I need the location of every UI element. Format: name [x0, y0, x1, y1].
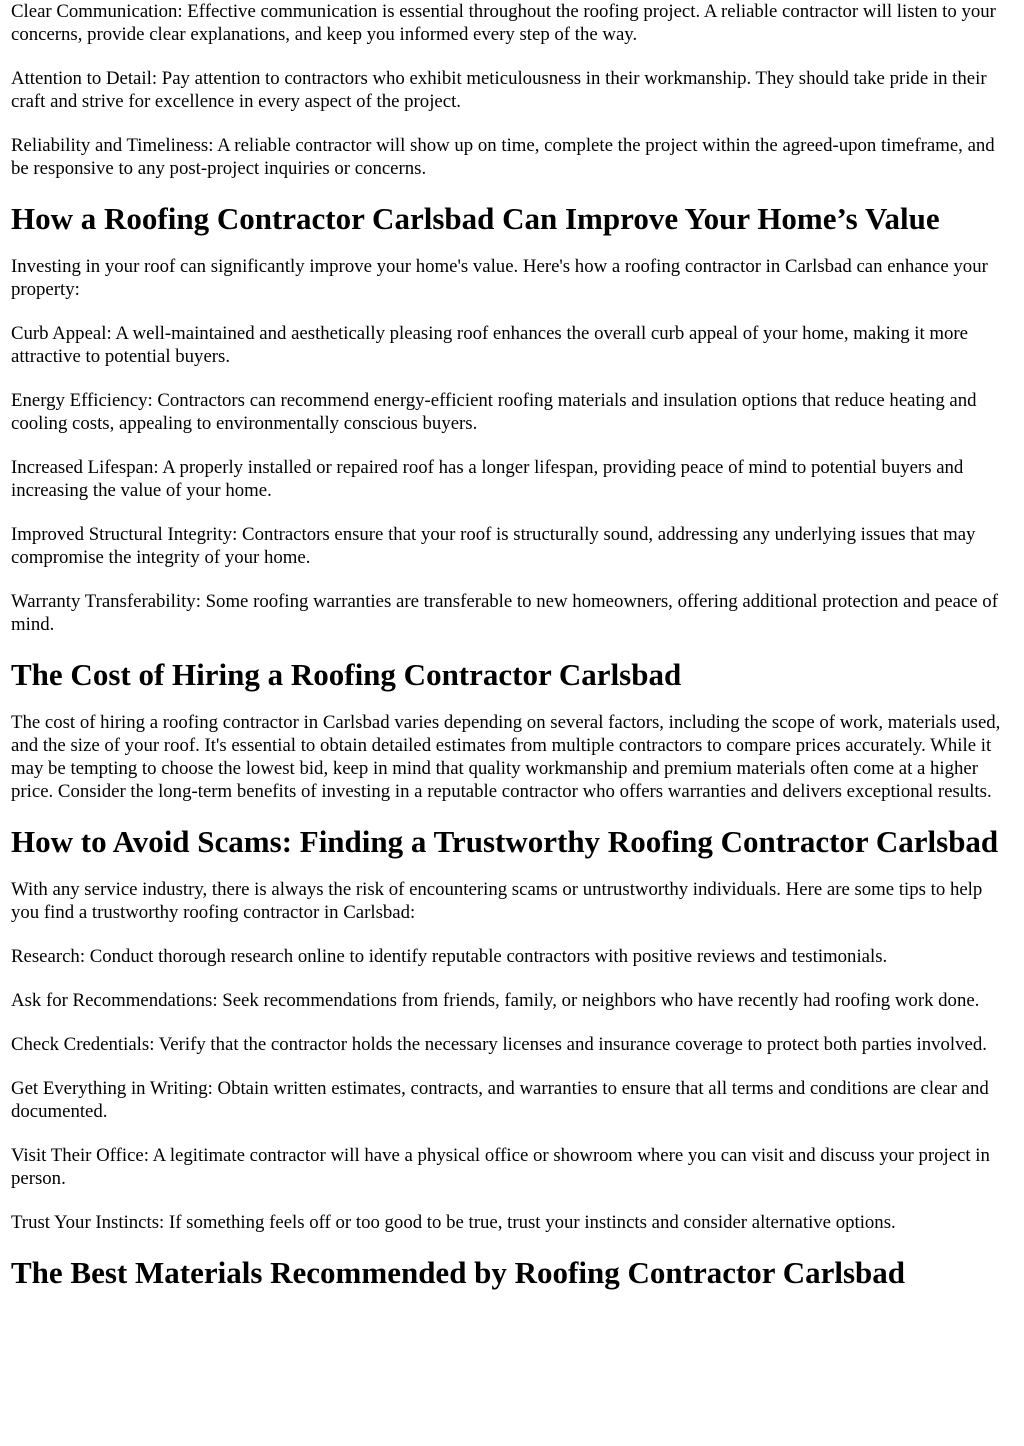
heading-home-value: How a Roofing Contractor Carlsbad Can Improve Your Home’s Value [11, 201, 940, 236]
paragraph-scams-intro: With any service industry, there is always the risk of encountering scams or untrustworthy individuals. Here are some tips to help you find a trustworthy roofing contractor in Carlsbad: [11, 879, 983, 923]
paragraph-reliability: Reliability and Timeliness: A reliable contractor will show up on time, complete the project within the agreed-upon timeframe, and be responsive to any post-project inquiries or concerns. [11, 135, 995, 179]
paragraph-check-credentials: Check Credentials: Verify that the contractor holds the necessary licenses and insurance coverage to protect both parties involved. [11, 1034, 987, 1055]
paragraph-curb-appeal: Curb Appeal: A well-maintained and aesthetically pleasing roof enhances the overall curb appeal of your home, making it more attractive to potential buyers. [11, 323, 969, 367]
heading-best-materials: The Best Materials Recommended by Roofing Contractor Carlsbad [11, 1255, 906, 1290]
paragraph-warranty-transferability: Warranty Transferability: Some roofing warranties are transferable to new homeowners, offering additional protection and peace of mind. [11, 591, 998, 635]
paragraph-visit-office: Visit Their Office: A legitimate contractor will have a physical office or showroom where you can visit and discuss your project in person. [11, 1145, 990, 1189]
heading-avoid-scams: How to Avoid Scams: Finding a Trustworthy Roofing Contractor Carlsbad [11, 824, 999, 859]
paragraph-research: Research: Conduct thorough research online to identify reputable contractors with positive reviews and testimonials. [11, 946, 888, 967]
paragraph-structural-integrity: Improved Structural Integrity: Contractors ensure that your roof is structurally sound, addressing any underlying issues that may compromise the integrity of your home. [11, 524, 976, 568]
paragraph-trust-instincts: Trust Your Instincts: If something feels off or too good to be true, trust your instincts and consider alternative options. [11, 1212, 896, 1233]
paragraph-get-in-writing: Get Everything in Writing: Obtain written estimates, contracts, and warranties to ensure that all terms and conditions are clear and documented. [11, 1078, 989, 1122]
paragraph-cost: The cost of hiring a roofing contractor in Carlsbad varies depending on several factors, including the scope of work, materials used, and the size of your roof. It's essential to obtain detailed estimates from multiple contractors to compare prices accurately. While it may be tempting to choose the lowest bid, keep in mind that quality workmanship and premium materials often come at a higher price. Consider the long-term benefits of investing in a reputable contractor who offers warranties and delivers exceptional results. [11, 712, 1001, 802]
paragraph-increased-lifespan: Increased Lifespan: A properly installed or repaired roof has a longer lifespan, providing peace of mind to potential buyers and increasing the value of your home. [11, 457, 964, 501]
paragraph-recommendations: Ask for Recommendations: Seek recommendations from friends, family, or neighbors who have recently had roofing work done. [11, 990, 980, 1011]
paragraph-clear-communication: Clear Communication: Effective communication is essential throughout the roofing project. A reliable contractor will listen to your concerns, provide clear explanations, and keep you informed every step of the way. [11, 1, 996, 45]
paragraph-attention-to-detail: Attention to Detail: Pay attention to contractors who exhibit meticulousness in their workmanship. They should take pride in their craft and strive for excellence in every aspect of the project. [11, 68, 987, 112]
paragraph-energy-efficiency: Energy Efficiency: Contractors can recommend energy-efficient roofing materials and insulation options that reduce heating and cooling costs, appealing to environmentally conscious buyers. [11, 390, 977, 434]
paragraph-home-value-intro: Investing in your roof can significantly improve your home's value. Here's how a roofing contractor in Carlsbad can enhance your property: [11, 256, 988, 300]
heading-cost: The Cost of Hiring a Roofing Contractor Carlsbad [11, 657, 682, 692]
